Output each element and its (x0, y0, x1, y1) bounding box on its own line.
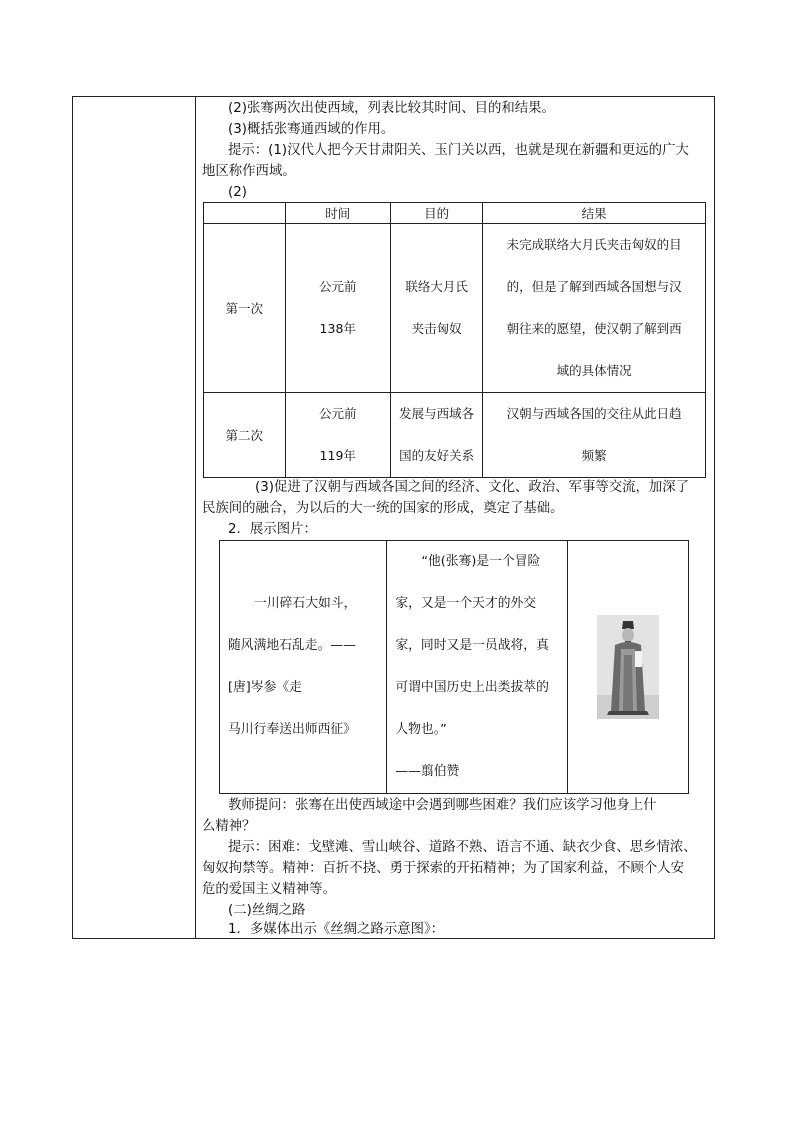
result-cell: 汉朝与西域各国的交往从此日趋 频繁 (483, 393, 706, 478)
time-cell: 公元前 138年 (285, 224, 390, 393)
table-header (204, 203, 286, 224)
hint-answer-line3: 危的爱国主义精神等。 (202, 882, 336, 897)
hint-3-line2: 民族间的融合，为以后的大一统的国家的形成，奠定了基础。 (202, 501, 564, 516)
hint-answer-line1: 提示：困难：戈壁滩、雪山峡谷、道路不熟、语言不通、缺衣少食、思乡情浓、 (228, 840, 697, 855)
hint-answer-line2: 匈奴拘禁等。精神：百折不挠、勇于探索的开拓精神；为了国家利益，不顾个人安 (202, 861, 685, 876)
hint-3-line1: (3)促进了汉朝与西域各国之间的经济、文化、政治、军事等交流，加深了 (255, 480, 690, 495)
row-label: 第二次 (204, 393, 286, 478)
multimedia-map: 1．多媒体出示《丝绸之路示意图》： (228, 922, 445, 937)
hint-1-line1: 提示：(1)汉代人把今天甘肃阳关、玉门关以西，也就是现在新疆和更远的广大 (228, 143, 689, 158)
table-row (204, 393, 706, 478)
purpose-cell: 联络大月氏 夹击匈奴 (390, 224, 482, 393)
time-cell: 公元前 119年 (285, 393, 390, 478)
question-3: (3)概括张骞通西域的作用。 (228, 122, 395, 137)
hint-2-label: (2) (228, 185, 247, 200)
table-header: 目的 (390, 203, 482, 224)
quote-cell: “他(张骞)是一个冒险 家，又是一个天才的外交 家，同时又是一员战将，真 可谓中国历史上出类拔萃的 人物也。” ——翦伯赞 (387, 541, 568, 794)
portrait-cell (567, 541, 688, 794)
row-label: 第一次 (204, 224, 286, 393)
question-2: (2)张骞两次出使西域，列表比较其时间、目的和结果。 (228, 101, 555, 116)
column-divider (195, 97, 196, 938)
zhang-qian-portrait-icon (597, 615, 659, 719)
show-pictures: 2．展示图片： (228, 522, 317, 537)
teacher-question-line1: 教师提问：张骞在出使西域途中会遇到哪些困难？我们应该学习他身上什 (228, 798, 657, 813)
purpose-cell: 发展与西域各 国的友好关系 (390, 393, 482, 478)
poem-cell: 一川碎石大如斗， 随风满地石乱走。—— [唐]岑参《走 马川行奉送出师西征》 (220, 541, 387, 794)
comparison-table (203, 202, 706, 478)
section-silk-road: (二)丝绸之路 (228, 903, 306, 918)
table-header: 结果 (483, 203, 706, 224)
table-header: 时间 (285, 203, 390, 224)
teacher-question-line2: 么精神？ (202, 819, 256, 834)
hint-1-line2: 地区称作西域。 (202, 164, 296, 179)
table-row (204, 224, 706, 393)
picture-table (219, 540, 689, 794)
result-cell: 未完成联络大月氏夹击匈奴的目 的，但是了解到西域各国想与汉 朝往来的愿望，使汉朝了解到西 域的具体情况 (483, 224, 706, 393)
